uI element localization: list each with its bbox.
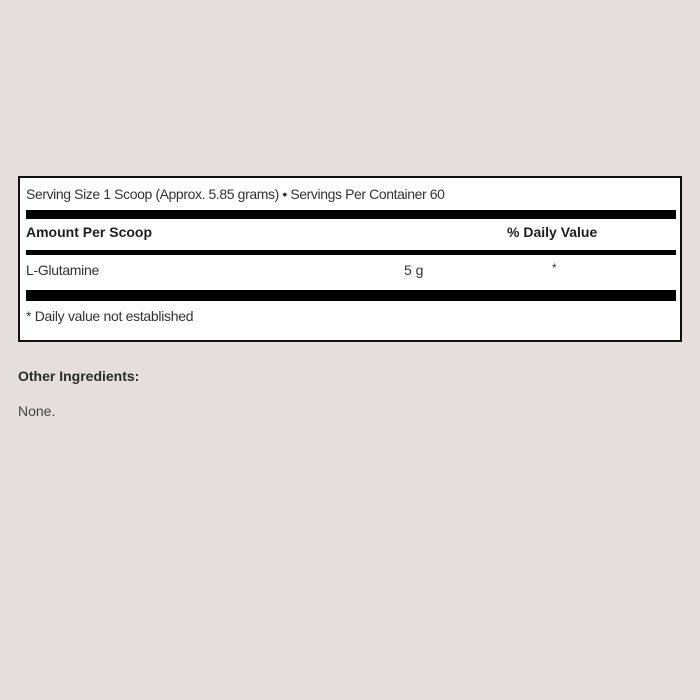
other-ingredients-heading: Other Ingredients: [18,368,140,384]
supplement-facts-panel [18,176,682,342]
other-ingredients-value: None. [18,403,56,419]
ingredient-amount: 5 g [404,262,424,278]
divider-bar-bottom [26,290,676,301]
divider-bar-top [26,210,676,219]
amount-per-scoop-header: Amount Per Scoop [26,224,153,240]
ingredient-name: L-Glutamine [26,262,99,278]
serving-size-line: Serving Size 1 Scoop (Approx. 5.85 grams) • Servings Per Container 60 [26,186,445,202]
daily-value-header: % Daily Value [507,224,598,240]
ingredient-daily-value: * [552,261,557,275]
daily-value-footnote: * Daily value not established [26,308,194,324]
divider-bar-header [26,250,676,255]
